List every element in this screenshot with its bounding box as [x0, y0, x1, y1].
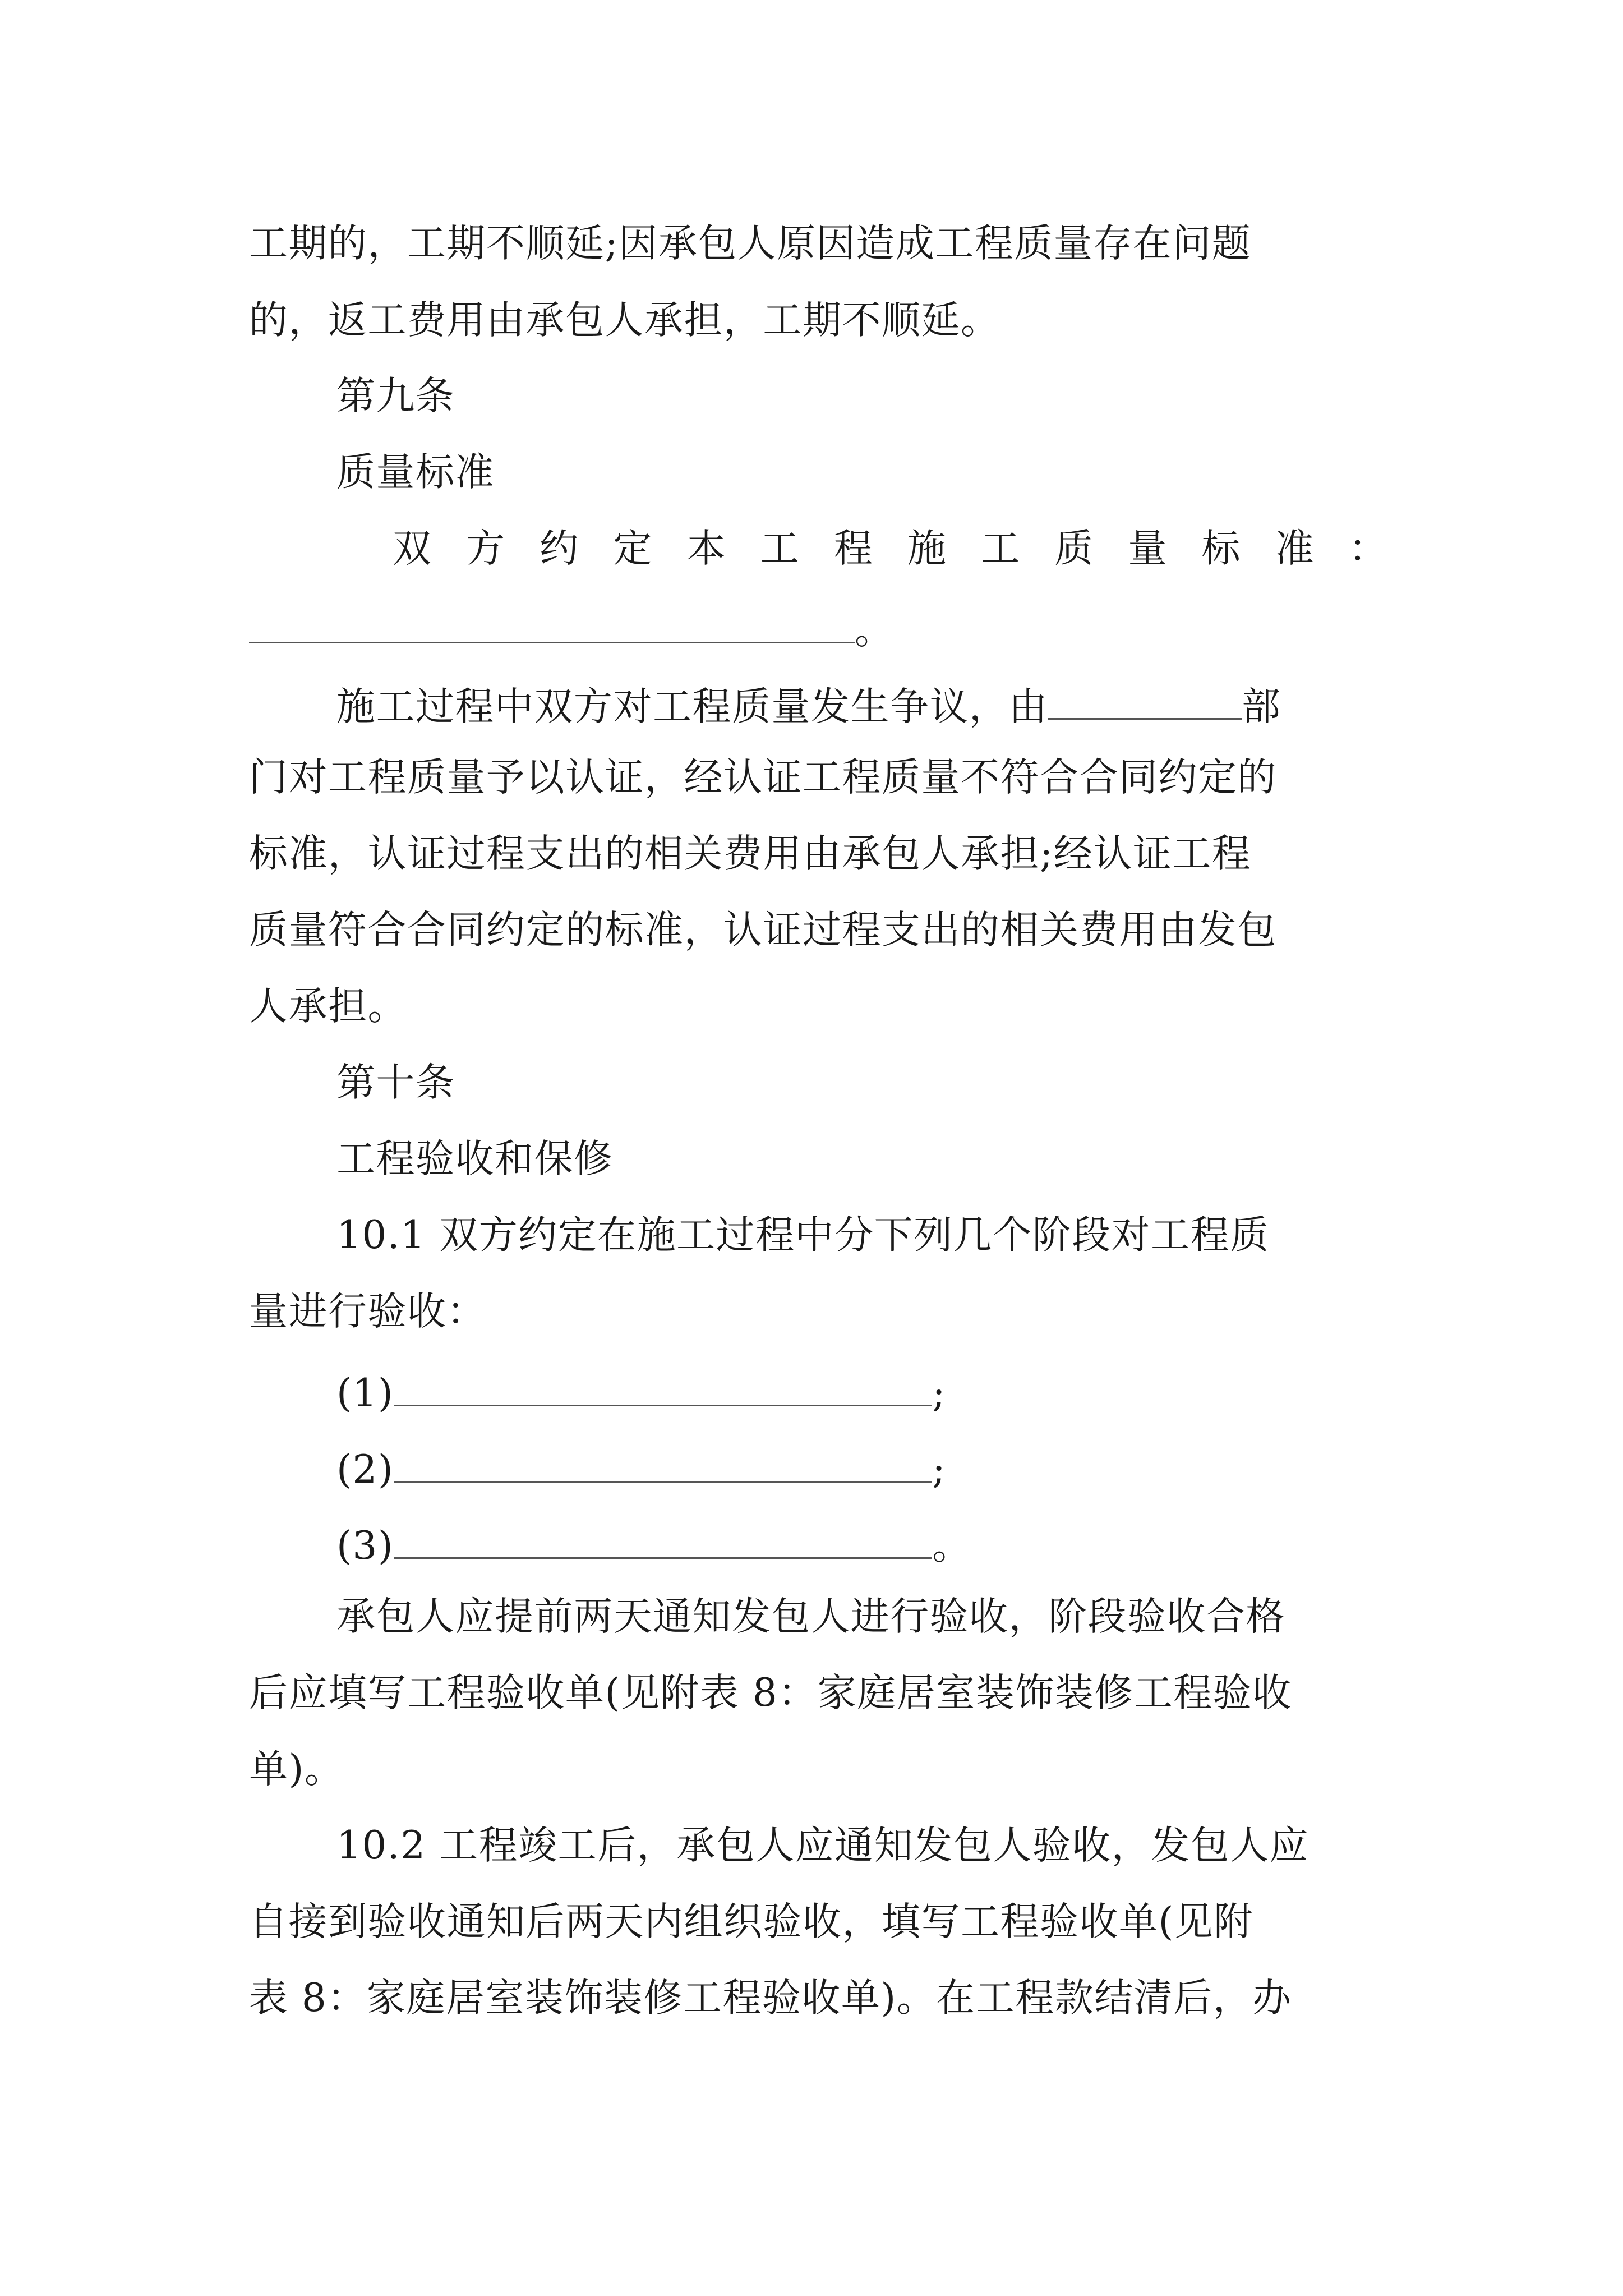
blank-stage-3[interactable] — [394, 1521, 932, 1559]
stage-item-1 — [336, 1369, 1387, 1416]
quality-standard-char: 约 — [540, 526, 579, 571]
semicolon: ; — [932, 1447, 946, 1492]
blank-quality-standard[interactable] — [249, 606, 855, 643]
article-9-number: 第九条 — [336, 374, 455, 418]
quality-standard-char: 准 — [1275, 526, 1314, 571]
blank-stage-2[interactable] — [394, 1445, 932, 1483]
dispute-text: 施工过程中双方对工程质量发生争议，由 — [336, 684, 1048, 729]
quality-standard-char: ： — [1348, 526, 1387, 571]
paragraph-line: 门对工程质量予以认证，经认证工程质量不符合合同约定的 — [249, 755, 1277, 800]
semicolon: ; — [932, 1371, 946, 1416]
quality-standard-char: 质 — [1054, 526, 1094, 571]
quality-standard-char: 工 — [760, 526, 799, 571]
paragraph-line: 质量符合合同约定的标准，认证过程支出的相关费用由发包 — [249, 908, 1277, 953]
stage-item-3 — [336, 1521, 1387, 1566]
quality-standard-char: 双 — [393, 526, 431, 571]
paragraph-line: 工期的，工期不顺延;因承包人原因造成工程质量存在问题 — [249, 221, 1252, 266]
article-10-title: 工程验收和保修 — [336, 1137, 614, 1181]
fill-in-line — [249, 606, 1387, 653]
period: 。 — [855, 608, 895, 653]
paragraph-line: 单)。 — [249, 1747, 344, 1792]
quality-standard-char: 程 — [833, 526, 873, 571]
paragraph-line: 自接到验收通知后两天内组织验收，填写工程验收单(见附 — [249, 1899, 1253, 1944]
paragraph-line: 后应填写工程验收单(见附表 8：家庭居室装饰装修工程验收 — [249, 1671, 1292, 1715]
article-9-title: 质量标准 — [336, 450, 495, 495]
blank-department[interactable] — [1048, 682, 1242, 720]
stage-number: (3) — [336, 1524, 394, 1568]
stage-number: (2) — [336, 1447, 394, 1492]
clause-10-2: 10.2 工程竣工后，承包人应通知发包人验收，发包人应 — [336, 1823, 1310, 1868]
quality-standard-char: 定 — [613, 526, 652, 571]
paragraph-line: 承包人应提前两天通知发包人进行验收，阶段验收合格 — [336, 1594, 1285, 1639]
paragraph-line — [336, 682, 1387, 729]
quality-standard-char: 标 — [1201, 526, 1241, 571]
clause-10-1: 10.1 双方约定在施工过程中分下列几个阶段对工程质 — [336, 1213, 1270, 1258]
dispute-text-end: 部 — [1242, 684, 1281, 729]
quality-standard-char: 本 — [686, 526, 726, 571]
quality-standard-char: 施 — [907, 526, 946, 571]
quality-standard-char: 方 — [466, 526, 505, 571]
quality-standard-char: 量 — [1128, 526, 1167, 571]
quality-standard-char: 工 — [981, 526, 1020, 571]
paragraph-line: 表 8：家庭居室装饰装修工程验收单)。在工程款结清后，办 — [249, 1976, 1292, 2021]
paragraph-line: 的，返工费用由承包人承担，工期不顺延。 — [249, 298, 1000, 343]
stage-item-2 — [336, 1445, 1387, 1492]
stage-number: (1) — [336, 1371, 394, 1416]
quality-standard-line — [393, 526, 1387, 571]
period: 。 — [932, 1524, 972, 1568]
paragraph-line: 量进行验收： — [249, 1289, 486, 1334]
article-10-number: 第十条 — [336, 1060, 455, 1105]
paragraph-line: 标准，认证过程支出的相关费用由承包人承担;经认证工程 — [249, 831, 1252, 876]
blank-stage-1[interactable] — [394, 1369, 932, 1406]
paragraph-line: 人承担。 — [249, 984, 407, 1029]
